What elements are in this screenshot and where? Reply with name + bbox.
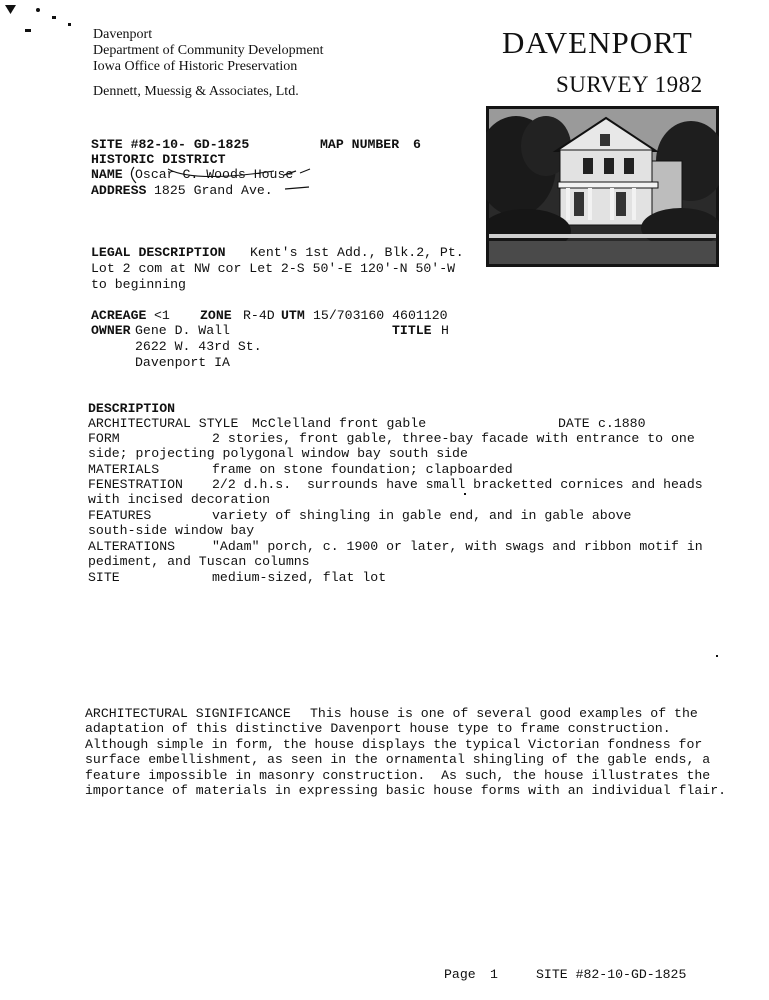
legal-description-line3: to beginning xyxy=(91,277,186,292)
scan-speck xyxy=(68,23,71,26)
date-value: c.1880 xyxy=(598,416,646,431)
historic-district-label: HISTORIC DISTRICT xyxy=(91,152,226,167)
title-value: H xyxy=(441,323,449,338)
legal-description-label: LEGAL DESCRIPTION xyxy=(91,245,226,260)
acreage-label: ACREAGE xyxy=(91,308,147,323)
zone-value: R-4D xyxy=(243,308,275,323)
significance-line2: adaptation of this distinctive Davenport house type to frame construction. xyxy=(85,721,671,736)
org-department: Department of Community Development xyxy=(93,43,324,58)
style-label: ARCHITECTURAL STYLE xyxy=(88,416,239,431)
organization-block xyxy=(93,27,324,100)
significance-line3: Although simple in form, the house displays the typical Victorian fondness for xyxy=(85,737,703,752)
significance-line4: surface embellishment, as seen in the ornamental shingling of the gable ends, a xyxy=(85,752,711,767)
form-label: FORM xyxy=(88,431,120,446)
fenestration-line1: 2/2 d.h.s. surrounds have small bracketted cornices and heads xyxy=(212,477,703,492)
significance-line1: This house is one of several good examples of the xyxy=(310,706,698,721)
form-line2: side; projecting polygonal window bay south side xyxy=(88,446,468,461)
significance-line6: importance of materials in expressing basic house forms with an individual flair. xyxy=(85,783,727,798)
map-number-label: MAP NUMBER xyxy=(320,137,400,152)
significance-label: ARCHITECTURAL SIGNIFICANCE xyxy=(85,706,291,721)
scan-speck xyxy=(464,493,466,495)
utm-value: 15/703160 4601120 xyxy=(313,308,448,323)
page-number: 1 xyxy=(490,967,498,982)
significance-line5: feature impossible in masonry construction. As such, the house illustrates the xyxy=(85,768,711,783)
zone-label: ZONE xyxy=(200,308,232,323)
org-city: Davenport xyxy=(93,27,153,42)
acreage-value: <1 xyxy=(154,308,170,323)
scan-speck xyxy=(25,29,31,32)
description-heading: DESCRIPTION xyxy=(88,401,176,416)
alterations-line1: "Adam" porch, c. 1900 or later, with swags and ribbon motif in xyxy=(212,539,703,554)
page-label: Page xyxy=(444,967,476,982)
legal-description-line1: Kent's 1st Add., Blk.2, Pt. xyxy=(250,245,464,260)
scan-mark xyxy=(5,5,16,14)
materials-label: MATERIALS xyxy=(88,462,160,477)
fenestration-line2: with incised decoration xyxy=(88,492,271,507)
name-label: NAME xyxy=(91,167,123,182)
alterations-line2: pediment, and Tuscan columns xyxy=(88,554,310,569)
site-value: medium-sized, flat lot xyxy=(212,570,387,585)
features-line2: south-side window bay xyxy=(88,523,255,538)
owner-name: Gene D. Wall xyxy=(135,323,230,338)
map-number-value: 6 xyxy=(413,137,421,152)
owner-label: OWNER xyxy=(91,323,131,338)
footer-site-code: SITE #82-10-GD-1825 xyxy=(536,967,687,982)
address-label: ADDRESS xyxy=(91,183,147,198)
site-number: SITE #82-10- GD-1825 xyxy=(91,137,250,152)
materials-value: frame on stone foundation; clapboarded xyxy=(212,462,513,477)
handwritten-mark xyxy=(283,183,313,195)
date-label: DATE xyxy=(558,416,590,431)
org-office: Iowa Office of Historic Preservation xyxy=(93,59,298,74)
survey-title: DAVENPORT xyxy=(502,25,693,60)
scan-speck xyxy=(716,655,718,657)
fenestration-label: FENESTRATION xyxy=(88,477,183,492)
house-photograph xyxy=(486,106,719,267)
scan-speck xyxy=(52,16,56,19)
legal-description-line2: Lot 2 com at NW cor Let 2-S 50'-E 120'-N 50'-W xyxy=(91,261,456,276)
site-label: SITE xyxy=(88,570,120,585)
address-value: 1825 Grand Ave. xyxy=(154,183,273,198)
title-label: TITLE xyxy=(392,323,432,338)
features-label: FEATURES xyxy=(88,508,152,523)
style-value: McClelland front gable xyxy=(252,416,427,431)
consultant: Dennett, Muessig & Associates, Ltd. xyxy=(93,84,299,99)
survey-subtitle: SURVEY 1982 xyxy=(556,72,703,97)
alterations-label: ALTERATIONS xyxy=(88,539,176,554)
owner-address-city: Davenport IA xyxy=(135,355,230,370)
owner-address-street: 2622 W. 43rd St. xyxy=(135,339,262,354)
scan-speck xyxy=(36,8,40,12)
features-line1: variety of shingling in gable end, and in gable above xyxy=(212,508,632,523)
form-line1: 2 stories, front gable, three-bay facade with entrance to one xyxy=(212,431,695,446)
name-value: Oscar C. Woods House xyxy=(135,167,294,182)
utm-label: UTM xyxy=(281,308,305,323)
